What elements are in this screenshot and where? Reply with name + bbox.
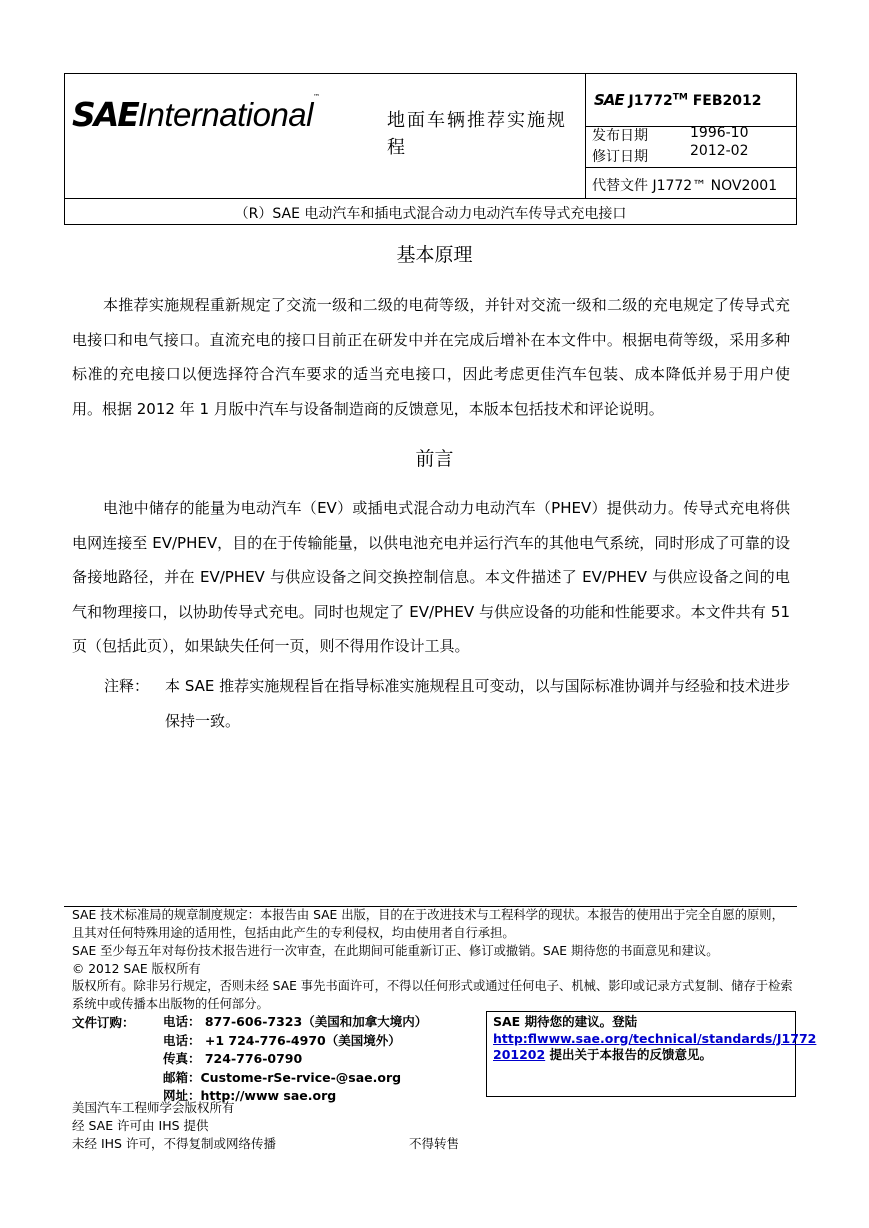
rationale-paragraph (72, 288, 790, 426)
feedback-box (486, 1011, 817, 1097)
footer-policy: SAE 技术标准局的规章制度规定：本报告由 SAE 出版，目的在于改进技术与工程科学的现状。本报告的使用出于完全自愿的原则，且其对任何特殊用途的适用性，包括由此产生的专利侵权，均由使用者自行承担。 (72, 908, 784, 940)
footer-rights: 版权所有。除非另行规定，否则未经 SAE 事先书面许可，不得以任何形式或通过任何电子、机械、影印或记录方式复制、储存于检索系统中或传播本出版物的任何部分。 (72, 979, 793, 1011)
order-contact-list (163, 1013, 427, 1106)
revised-date-label: 修订日期 (592, 149, 648, 165)
sae-international-logo: SAEInternational™ (72, 93, 320, 134)
document-number: SAE J1772™ FEB2012 (594, 91, 762, 109)
supersedes-note: 代替文件 J1772™ NOV2001 (592, 178, 778, 194)
document-type-title: 地面车辆推荐实施规程 (387, 110, 567, 158)
footer-review: SAE 至少每五年对每份技术报告进行一次审查，在此期间可能重新订正、修订或撤销。SAE 期待您的书面意见和建议。 (72, 944, 719, 958)
issued-date-value: 1996-10 (690, 125, 749, 141)
order-email[interactable]: 邮箱：Custome-rSe-rvice-@sae.org (163, 1069, 402, 1085)
revised-date-value: 2012-02 (690, 143, 749, 159)
footer-no-reproduction: 未经 IHS 许可，不得复制或网络传播 (72, 1136, 276, 1151)
footer-copyright: © 2012 SAE 版权所有 (72, 962, 201, 976)
header-table (64, 73, 797, 225)
order-website[interactable]: 网址：http://www sae.org (163, 1088, 337, 1103)
footer-provided-by: 经 SAE 许可由 IHS 提供 (72, 1118, 209, 1133)
feedback-text-2: 提出关于本报告的反馈意见。 (545, 1047, 713, 1062)
note-label: 注释： (104, 677, 150, 695)
foreword-paragraph (72, 491, 790, 664)
section-heading-foreword: 前言 (415, 448, 454, 470)
section-heading-rationale: 基本原理 (396, 244, 473, 266)
rationale-text: 本推荐实施规程重新规定了交流一级和二级的电荷等级，并针对交流一级和二级的充电规定了传导式充电接口和电气接口。直流充电的接口目前正在研发中并在完成后增补在本文件中。根据电荷等级，采用多种标准的充电接口以便选择符合汽车要求的适当充电接口，因此考虑更佳汽车包装、成本降低并易于用户使用。根据 2012 年 1 月版中汽车与设备制造商的反馈意见，本版本包括技术和评论说明。 (72, 296, 790, 418)
note-text: 本 SAE 推荐实施规程旨在指导标准实施规程且可变动，以与国际标准协调并与经验和技术进步保持一致。 (165, 677, 790, 730)
order-label: 文件订购： (72, 1015, 135, 1030)
feedback-text: SAE 期待您的建议。登陆 (493, 1014, 638, 1029)
foreword-text: 电池中储存的能量为电动汽车（EV）或插电式混合动力电动汽车（PHEV）提供动力。传导式充电将供电网连接至 EV/PHEV，目的在于传输能量，以供电池充电并运行汽车的其他电气系统，同时形成了可靠的设备接地路径，并在 EV/PHEV 与供应设备之间交换控制信息。本文件描述了 EV/PHEV 与供应设备之间的电气和物理接口，以协助传导式充电。同时也规定了 EV/PHEV 与供应设备的功能和性能要求。本文件共有 51 页（包括此页），如果缺失任何一页，则不得用作设计工具。 (72, 499, 790, 655)
order-fax: 传真： 724-776-0790 (163, 1051, 303, 1066)
issued-date-label: 发布日期 (592, 128, 648, 144)
footer-not-for-resale: 不得转售 (409, 1136, 460, 1151)
feedback-link[interactable]: http:flwww.sae.org/technical/standards/J1772 201202 (493, 1030, 817, 1062)
document-subtitle: （R）SAE 电动汽车和插电式混合动力电动汽车传导式充电接口 (234, 206, 627, 222)
order-phone-intl: 电话： +1 724-776-4970（美国境外） (163, 1032, 401, 1048)
footer-copyright-owner: 美国汽车工程师学会版权所有 (72, 1100, 235, 1115)
order-phone-domestic: 电话： 877-606-7323（美国和加拿大境内） (163, 1014, 428, 1029)
